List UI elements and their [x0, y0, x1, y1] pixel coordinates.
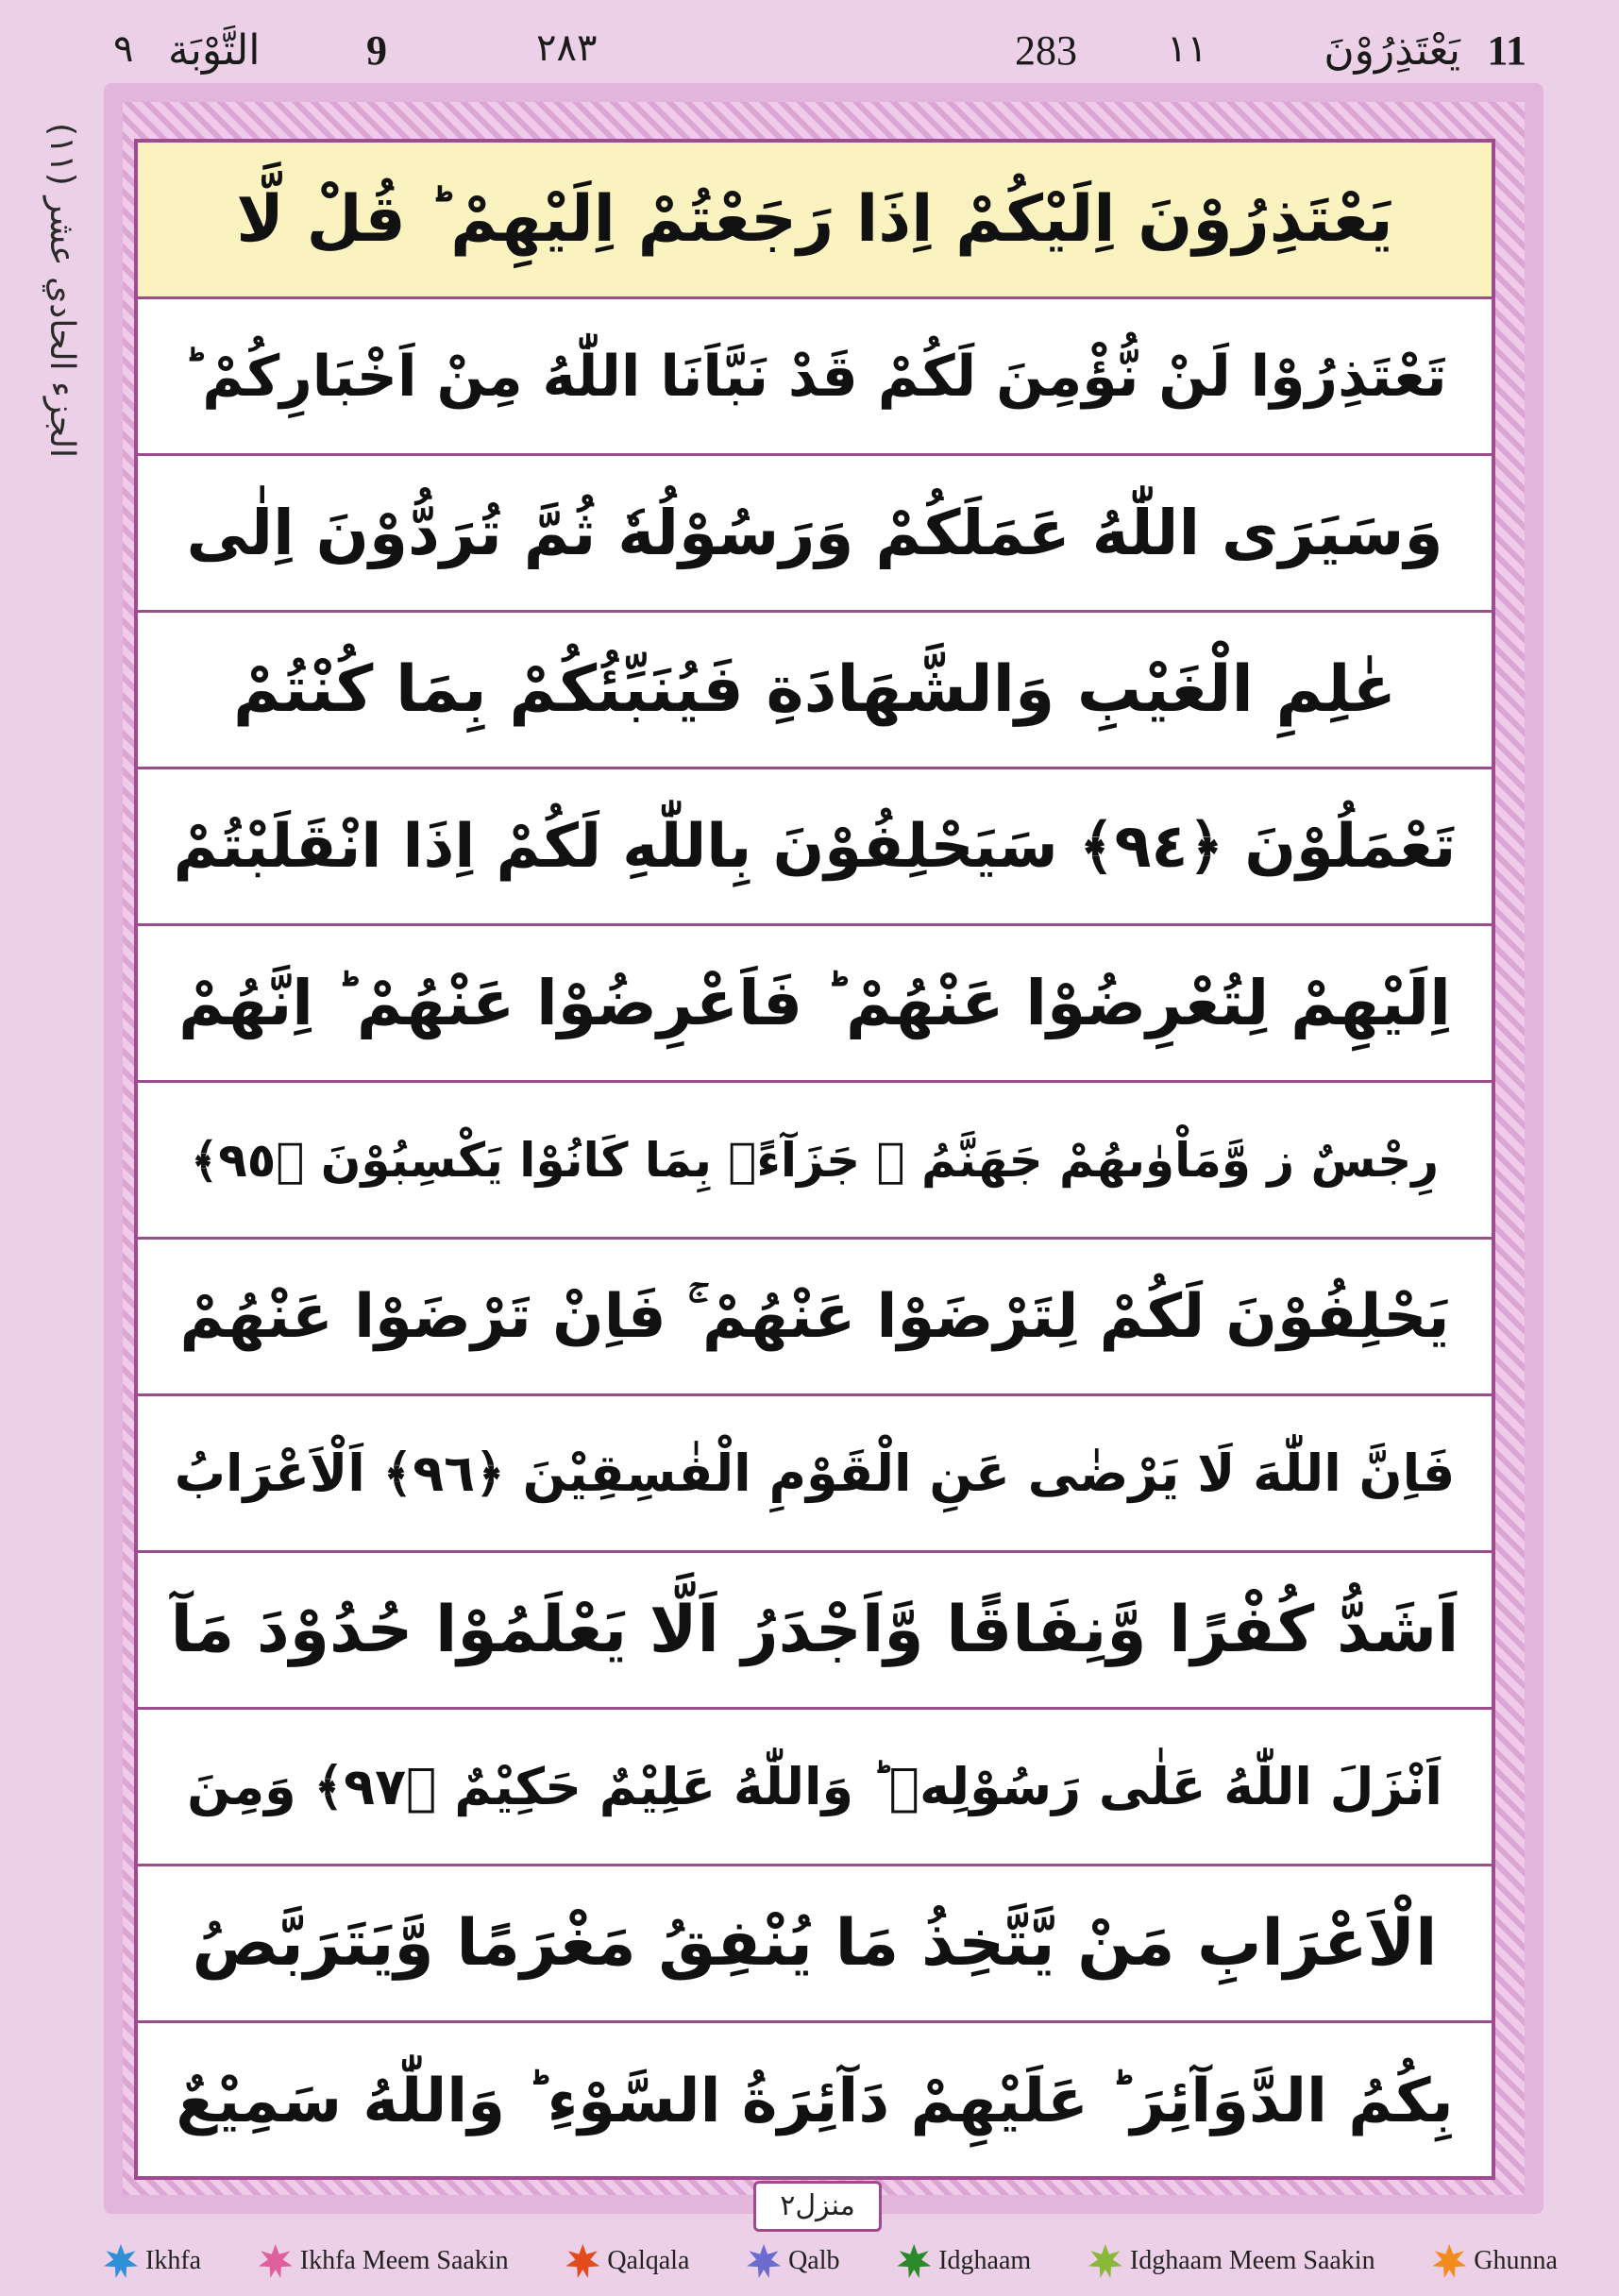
- line-text: فَاِنَّ اللّٰهَ لَا يَرْضٰى عَنِ الْقَوْمِ الْفٰسِقِيْنَ ﴿٩٦﴾ اَلْاَعْرَابُ: [174, 1443, 1456, 1503]
- line-text: اَنْزَلَ اللّٰهُ عَلٰى رَسُوْلِهٖ ؕ وَاللّٰهُ عَلِيْمٌ حَكِيْمٌ ﴿٩٧﴾ وَمِنَ: [187, 1756, 1442, 1816]
- legend-item-ikhfa: [104, 2244, 201, 2278]
- legend-label: Idghaam Meem Saakin: [1129, 2246, 1375, 2275]
- quran-text-panel: [134, 139, 1495, 2180]
- side-juz-label: الجزء الحادي عشر (١١): [42, 123, 81, 458]
- star-icon: [104, 2244, 138, 2278]
- text-line-9: [138, 1396, 1492, 1553]
- text-line-12: [138, 1866, 1492, 2023]
- tajweed-legend: [104, 2237, 1558, 2285]
- line-text: بِكُمُ الدَّوَآئِرَ ؕ عَلَيْهِمْ دَآئِرَةُ السَّوْءِ ؕ وَاللّٰهُ سَمِيْعٌ: [176, 2067, 1454, 2136]
- legend-label: Idghaam: [938, 2246, 1032, 2275]
- text-line-13: [138, 2023, 1492, 2180]
- line-text: تَعْمَلُوْنَ ﴿٩٤﴾ سَيَحْلِفُوْنَ بِاللّٰهِ لَكُمْ اِذَا انْقَلَبْتُمْ: [173, 811, 1457, 882]
- star-icon: [259, 2244, 293, 2278]
- star-icon: [1432, 2244, 1466, 2278]
- line-text: يَحْلِفُوْنَ لَكُمْ لِتَرْضَوْا عَنْهُمْ ۚ فَاِنْ تَرْضَوْا عَنْهُمْ: [179, 1281, 1450, 1352]
- text-line-10: [138, 1553, 1492, 1710]
- legend-label: Qalqala: [607, 2246, 690, 2275]
- juz-number-arabic: ١١: [1167, 27, 1207, 70]
- legend-label: Qalb: [788, 2246, 840, 2275]
- line-text: تَعْتَذِرُوْا لَنْ نُّؤْمِنَ لَكُمْ قَدْ نَبَّاَنَا اللّٰهُ مِنْ اَخْبَارِكُمْ ؕ: [182, 343, 1447, 410]
- legend-label: Ghunna: [1474, 2246, 1558, 2275]
- page-number-arabic: ٢٨٣: [536, 26, 598, 70]
- legend-item-idghaam: [897, 2244, 1031, 2278]
- star-icon: [1088, 2244, 1122, 2278]
- surah-number-arabic: ٩: [113, 27, 134, 70]
- star-icon: [897, 2244, 931, 2278]
- manzil-label: منزل٢: [753, 2181, 882, 2232]
- star-icon: [747, 2244, 781, 2278]
- text-line-4: [138, 613, 1492, 769]
- text-line-6: [138, 926, 1492, 1083]
- text-line-2: [138, 299, 1492, 456]
- line-text: الْاَعْرَابِ مَنْ يَّتَّخِذُ مَا يُنْفِقُ مَغْرَمًا وَّيَتَرَبَّصُ: [192, 1905, 1438, 1981]
- surah-number: 9: [366, 27, 387, 74]
- text-line-7: [138, 1083, 1492, 1240]
- line-text: اَشَدُّ كُفْرًا وَّنِفَاقًا وَّاَجْدَرُ اَلَّا يَعْلَمُوْا حُدُوْدَ مَآ: [170, 1592, 1459, 1667]
- legend-item-qalqala: [565, 2244, 689, 2278]
- line-text: رِجْسٌ ز وَّمَاْوٰىهُمْ جَهَنَّمُ ۚ جَزَآءًۢ بِمَا كَانُوْا يَكْسِبُوْنَ ﴿٩٥﴾: [190, 1132, 1440, 1188]
- page-number: 283: [1015, 27, 1077, 74]
- juz-number: 11: [1487, 27, 1526, 74]
- legend-item-ikhfa-meem-saakin: [259, 2244, 509, 2278]
- legend-item-idghaam-meem-saakin: [1088, 2244, 1375, 2278]
- legend-item-qalb: [747, 2244, 839, 2278]
- line-text: وَسَيَرَى اللّٰهُ عَمَلَكُمْ وَرَسُوْلُهٗ ثُمَّ تُرَدُّوْنَ اِلٰى: [186, 496, 1443, 569]
- star-icon: [565, 2244, 599, 2278]
- text-line-1: [138, 143, 1492, 299]
- surah-name: التَّوْبَة: [168, 26, 261, 75]
- text-line-5: [138, 769, 1492, 926]
- text-line-11: [138, 1710, 1492, 1866]
- text-line-8: [138, 1240, 1492, 1396]
- legend-item-ghunna: [1432, 2244, 1558, 2278]
- legend-label: Ikhfa: [145, 2246, 202, 2275]
- line-text: عٰلِمِ الْغَيْبِ وَالشَّهَادَةِ فَيُنَبِّئُكُمْ بِمَا كُنْتُمْ: [232, 651, 1397, 727]
- line-text: اِلَيْهِمْ لِتُعْرِضُوْا عَنْهُمْ ؕ فَاَعْرِضُوْا عَنْهُمْ ؕ اِنَّهُمْ: [178, 966, 1451, 1039]
- legend-label: Ikhfa Meem Saakin: [299, 2246, 509, 2275]
- line-text: يَعْتَذِرُوْنَ اِلَيْكُمْ اِذَا رَجَعْتُمْ اِلَيْهِمْ ؕ قُلْ لَّا: [236, 181, 1393, 257]
- text-line-3: [138, 456, 1492, 613]
- juz-name: يَعْتَذِرُوْنَ: [1324, 26, 1460, 75]
